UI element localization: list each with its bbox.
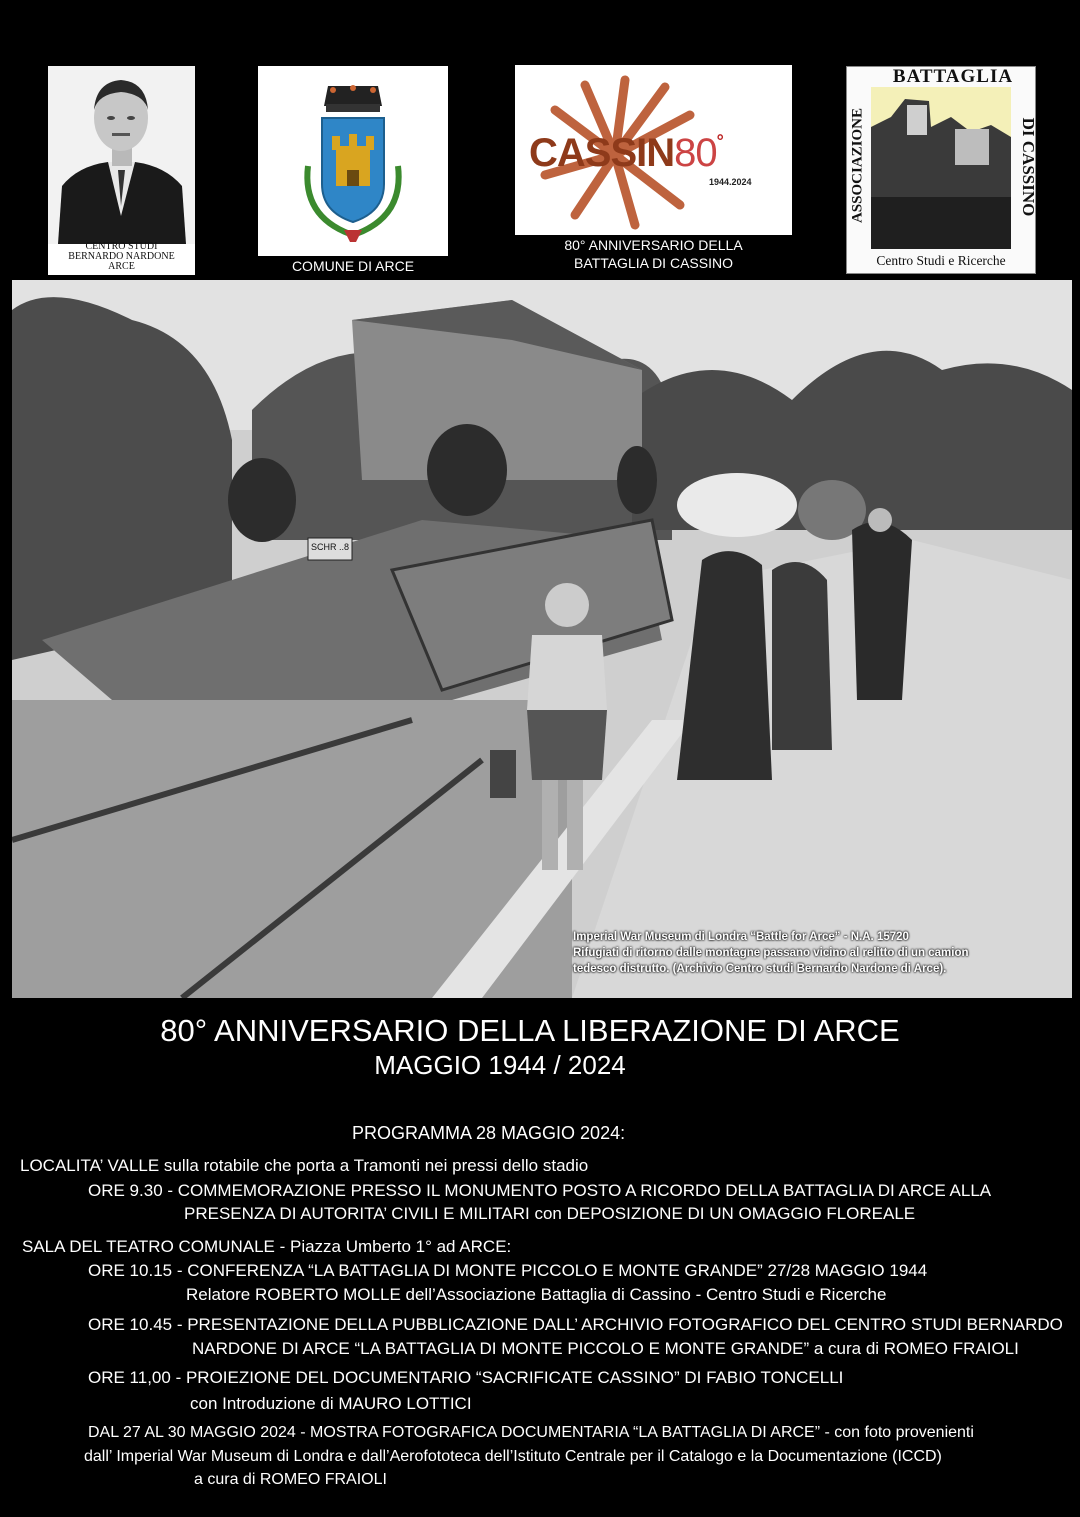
associazione-bottom-label: Centro Studi e Ricerche bbox=[876, 253, 1006, 268]
associazione-photo bbox=[871, 87, 1011, 249]
item-conferenza-line2: Relatore ROBERTO MOLLE dell’Associazione Battaglia di Cassino - Centro Studi e Ricerche bbox=[186, 1285, 887, 1304]
comune-logo bbox=[258, 66, 448, 256]
associazione-top-label: BATTAGLIA bbox=[892, 66, 1014, 87]
coat-of-arms-icon bbox=[258, 66, 448, 256]
item-proiezione-line2: con Introduzione di MAURO LOTTICI bbox=[190, 1394, 472, 1413]
item-mostra-line2: dall’ Imperial War Museum di Londra e dall’Aerofototeca dell’Istituto Centrale per il Catalogo e la Documentazione (ICCD) bbox=[84, 1448, 942, 1465]
photo-illustration bbox=[12, 280, 1072, 998]
portrait-photo bbox=[48, 66, 195, 244]
cassino80-wordmark: CASSIN80° bbox=[529, 131, 723, 175]
associazione-left-label: ASSOCIAZIONE bbox=[849, 107, 866, 224]
item-conferenza-line1: ORE 10.15 - CONFERENZA “LA BATTAGLIA DI MONTE PICCOLO E MONTE GRANDE” 27/28 MAGGIO 1944 bbox=[88, 1261, 928, 1280]
photo-caption: Imperial War Museum di Londra “Battle for Arce” - N.A. 15720 Rifugiati di ritorno dalle montagne passano vicino al relitto di un camion tedesco distrutto. (Archivio Centro studi Bernardo Nardone di Arce). bbox=[573, 931, 969, 975]
main-subtitle: MAGGIO 1944 / 2024 bbox=[374, 1050, 626, 1080]
item-proiezione-line1: ORE 11,00 - PROIEZIONE DEL DOCUMENTARIO “SACRIFICATE CASSINO” DI FABIO TONCELLI bbox=[88, 1368, 844, 1387]
item-presentazione-line1: ORE 10.45 - PRESENTAZIONE DELLA PUBBLICAZIONE DALL’ ARCHIVIO FOTOGRAFICO DEL CENTRO STUDI BERNARDO bbox=[88, 1315, 1063, 1334]
item-commemorazione-line2: PRESENZA DI AUTORITA’ CIVILI E MILITARI con DEPOSIZIONE DI UN OMAGGIO FLOREALE bbox=[184, 1204, 916, 1223]
programme-header: PROGRAMMA 28 MAGGIO 2024: bbox=[352, 1123, 626, 1143]
nardone-caption: CENTRO STUDI BERNARDO NARDONE ARCE bbox=[68, 241, 175, 272]
associazione-logo bbox=[846, 66, 1036, 274]
location-valle: LOCALITA’ VALLE sulla rotabile che porta a Tramonti nei pressi dello stadio bbox=[20, 1156, 589, 1175]
main-title: 80° ANNIVERSARIO DELLA LIBERAZIONE DI ARCE bbox=[160, 1013, 900, 1048]
item-mostra-line3: a cura di ROMEO FRAIOLI bbox=[194, 1471, 387, 1488]
truck-plate: SCHR ..8 bbox=[310, 542, 349, 552]
main-historical-photo bbox=[12, 280, 1072, 998]
cassino80-years: 1944.2024 bbox=[709, 177, 752, 187]
cassino80-logo bbox=[515, 65, 792, 235]
comune-caption: COMUNE DI ARCE bbox=[291, 258, 415, 274]
item-mostra-line1: DAL 27 AL 30 MAGGIO 2024 - MOSTRA FOTOGRAFICA DOCUMENTARIA “LA BATTAGLIA DI ARCE” - con foto provenienti bbox=[88, 1424, 974, 1441]
cassino80-caption: 80° ANNIVERSARIO DELLA BATTAGLIA DI CASSINO bbox=[564, 237, 743, 271]
item-presentazione-line2: NARDONE DI ARCE “LA BATTAGLIA DI MONTE PICCOLO E MONTE GRANDE” a cura di ROMEO FRAIOLI bbox=[192, 1339, 1019, 1358]
nardone-logo bbox=[48, 66, 195, 275]
item-commemorazione-line1: ORE 9.30 - COMMEMORAZIONE PRESSO IL MONUMENTO POSTO A RICORDO DELLA BATTAGLIA DI ARCE ALLA bbox=[88, 1181, 992, 1200]
associazione-right-label: DI CASSINO bbox=[1019, 117, 1038, 217]
location-teatro: SALA DEL TEATRO COMUNALE - Piazza Umberto 1° ad ARCE: bbox=[22, 1237, 512, 1256]
